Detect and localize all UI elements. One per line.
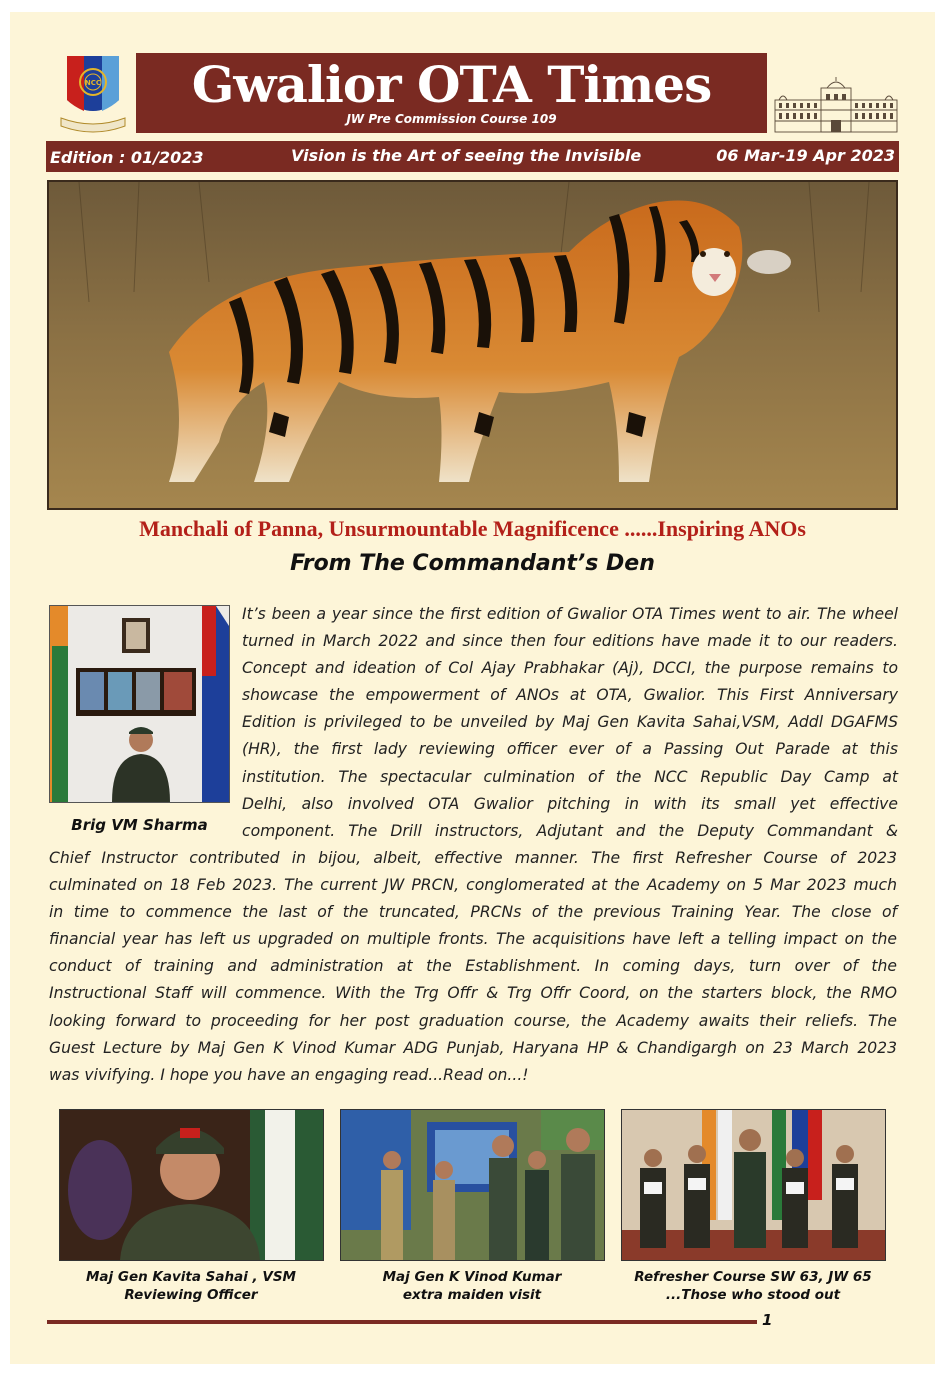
article-text-full-width — [49, 845, 897, 1089]
article-line: conduct of training and administration at the Establishment. In coming days, turn over of the — [49, 957, 897, 976]
ncc-emblem-logo — [53, 48, 133, 134]
reviewing-officer-photo — [59, 1109, 324, 1261]
tiger-hero-photo — [47, 180, 898, 510]
footer-rule — [47, 1320, 757, 1324]
photo-caption-line: Reviewing Officer — [124, 1287, 258, 1303]
section-heading: From The Commandant’s Den — [290, 551, 655, 576]
article-line: institution. The spectacular culmination of the NCC Republic Day Camp at — [242, 767, 898, 786]
article-line: (HR), the first lady reviewing officer ever of a Passing Out Parade at this — [242, 740, 898, 759]
article-line: It’s been a year since the first edition of Gwalior OTA Times went to air. The wheel — [242, 605, 898, 623]
newsletter-title: Gwalior OTA Times — [191, 55, 712, 114]
refresher-course-photo — [621, 1109, 886, 1261]
photo-caption-1 — [41, 1268, 341, 1304]
photo-caption-3 — [603, 1268, 903, 1304]
guest-visit-photo — [340, 1109, 605, 1261]
edition-number: Edition : 01/2023 — [50, 148, 204, 167]
article-line: Chief Instructor contributed in bijou, albeit, effective manner. The first Refresher Course of 2023 — [49, 849, 897, 867]
article-line: financial year has left us upgraded on multiple fronts. The acquisitions have left a telling impact on the — [49, 930, 897, 949]
commandant-portrait-photo — [49, 605, 230, 803]
photo-caption-line: Refresher Course SW 63, JW 65 — [634, 1269, 872, 1285]
article-line: culminated on 18 Feb 2023. The current JW PRCN, conglomerated at the Academy on 5 Mar 2023 much — [49, 876, 897, 895]
article-line: in time to commence the last of the truncated, PRCNs of the previous Training Year. The close of — [49, 903, 897, 922]
page-number: 1 — [762, 1311, 773, 1329]
edition-info-bar — [46, 141, 899, 172]
portrait-caption: Brig VM Sharma — [71, 816, 208, 834]
masthead-banner — [136, 53, 767, 133]
article-line: looking forward to proceeding for her post graduation course, the Academy awaits their reliefs. The — [49, 1011, 897, 1030]
photo-caption-line: Maj Gen K Vinod Kumar — [382, 1269, 562, 1285]
article-line: Instructional Staff will commence. With the Trg Offr & Trg Offr Coord, on the starters block, the RMO — [49, 984, 897, 1003]
article-line: Delhi, also involved OTA Gwalior pitching in with its small yet effective — [242, 794, 898, 813]
motto-text: Vision is the Art of seeing the Invisible — [291, 146, 642, 165]
svg-text:NCC: NCC — [84, 79, 102, 87]
article-line: component. The Drill instructors, Adjutant and the Deputy Commandant & — [242, 821, 898, 840]
article-line: Edition is privileged to be unveiled by Maj Gen Kavita Sahai,VSM, Addl DGAFMS — [242, 713, 898, 732]
photo-caption-line: ...Those who stood out — [665, 1287, 841, 1303]
article-text-beside-portrait — [242, 601, 898, 845]
palace-building-illustration — [771, 76, 901, 134]
photo-caption-line: extra maiden visit — [402, 1287, 542, 1303]
article-line: showcase the empowerment of ANOs at OTA, Gwalior. This First Anniversary — [242, 686, 898, 705]
photo-caption-line: Maj Gen Kavita Sahai , VSM — [86, 1269, 296, 1285]
article-line: turned in March 2022 and since then four editions have made it to our readers. — [242, 632, 898, 651]
photo-caption-2 — [322, 1268, 622, 1304]
article-line: Concept and ideation of Col Ajay Prabhakar (Aj), DCCI, the purpose remains to — [242, 659, 898, 678]
article-line: was vivifying. I hope you have an engaging read...Read on...! — [49, 1065, 529, 1084]
hero-caption: Manchali of Panna, Unsurmountable Magnificence ......Inspiring ANOs — [139, 516, 806, 541]
edition-dates: 06 Mar-19 Apr 2023 — [716, 146, 895, 165]
newsletter-subtitle: JW Pre Commission Course 109 — [346, 112, 557, 126]
article-line: Guest Lecture by Maj Gen K Vinod Kumar ADG Punjab, Haryana HP & Chandigargh on 23 March 2023 — [49, 1038, 897, 1057]
